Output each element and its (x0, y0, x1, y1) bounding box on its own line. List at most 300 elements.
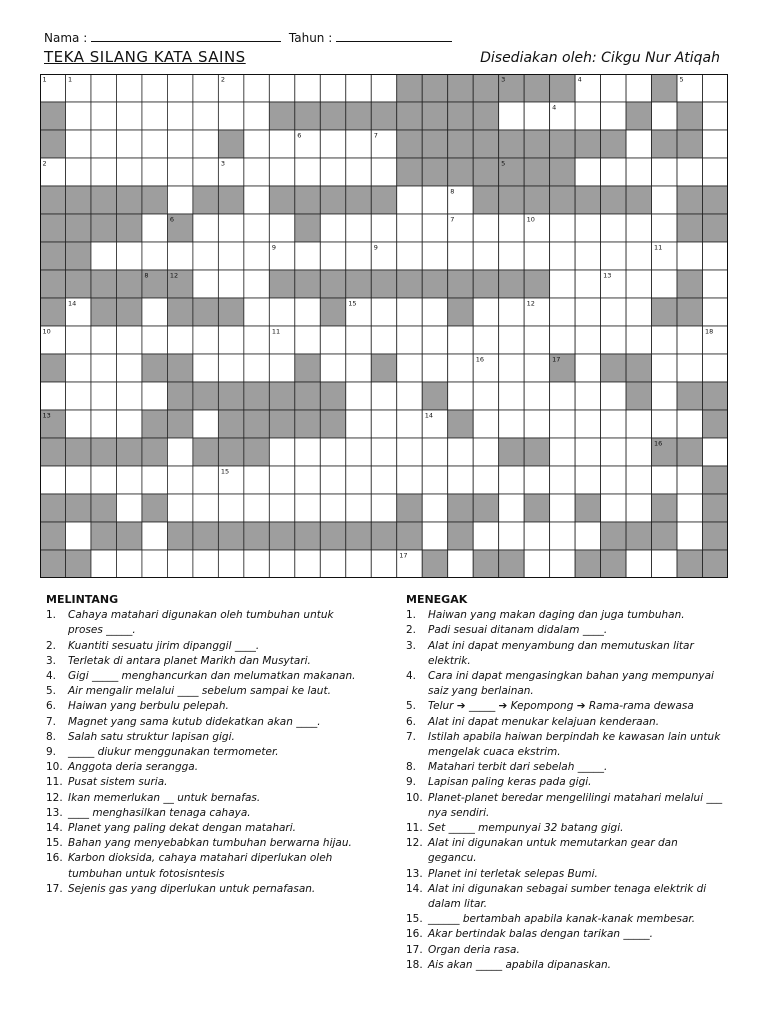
answer-cell[interactable] (626, 298, 651, 326)
answer-cell[interactable] (371, 550, 396, 578)
answer-cell[interactable] (116, 410, 141, 438)
answer-cell[interactable] (320, 326, 345, 354)
answer-cell[interactable] (601, 74, 626, 102)
answer-cell[interactable] (142, 522, 167, 550)
answer-cell[interactable] (626, 214, 651, 242)
answer-cell[interactable] (193, 466, 218, 494)
answer-cell[interactable] (422, 242, 447, 270)
answer-cell[interactable] (397, 242, 422, 270)
answer-cell[interactable] (422, 494, 447, 522)
answer-cell[interactable] (550, 242, 575, 270)
answer-cell[interactable] (575, 102, 600, 130)
answer-cell[interactable] (601, 214, 626, 242)
answer-cell[interactable] (575, 410, 600, 438)
answer-cell[interactable] (677, 466, 702, 494)
answer-cell[interactable] (473, 214, 498, 242)
answer-cell[interactable] (91, 550, 116, 578)
answer-cell[interactable] (320, 494, 345, 522)
answer-cell[interactable] (601, 298, 626, 326)
answer-cell[interactable] (269, 354, 294, 382)
answer-cell[interactable] (575, 298, 600, 326)
answer-cell[interactable] (193, 158, 218, 186)
answer-cell[interactable] (193, 410, 218, 438)
answer-cell[interactable] (244, 130, 269, 158)
answer-cell[interactable] (371, 410, 396, 438)
answer-cell[interactable] (320, 158, 345, 186)
blocked-cell (116, 298, 141, 326)
answer-cell[interactable] (346, 326, 371, 354)
answer-cell[interactable] (550, 214, 575, 242)
answer-cell[interactable] (193, 130, 218, 158)
answer-cell[interactable] (371, 382, 396, 410)
answer-cell[interactable] (652, 214, 677, 242)
answer-cell[interactable] (448, 466, 473, 494)
answer-cell[interactable] (652, 102, 677, 130)
answer-cell[interactable] (116, 242, 141, 270)
answer-cell[interactable] (652, 186, 677, 214)
answer-cell[interactable] (575, 522, 600, 550)
answer-cell[interactable] (473, 466, 498, 494)
answer-cell[interactable] (575, 242, 600, 270)
answer-cell[interactable] (295, 494, 320, 522)
answer-cell[interactable] (499, 102, 524, 130)
answer-cell[interactable] (422, 214, 447, 242)
answer-cell[interactable] (116, 354, 141, 382)
answer-cell[interactable] (40, 466, 65, 494)
answer-cell[interactable] (193, 242, 218, 270)
answer-cell[interactable] (626, 326, 651, 354)
answer-cell[interactable] (295, 158, 320, 186)
answer-cell[interactable] (397, 186, 422, 214)
answer-cell[interactable] (346, 438, 371, 466)
answer-cell[interactable] (652, 270, 677, 298)
answer-cell[interactable] (422, 466, 447, 494)
answer-cell[interactable] (269, 214, 294, 242)
answer-cell[interactable] (142, 130, 167, 158)
answer-cell[interactable] (550, 382, 575, 410)
answer-cell[interactable] (167, 494, 192, 522)
answer-cell[interactable] (218, 270, 243, 298)
blocked-cell (269, 102, 294, 130)
answer-cell[interactable] (167, 242, 192, 270)
answer-cell[interactable] (320, 438, 345, 466)
answer-cell[interactable] (142, 242, 167, 270)
answer-cell[interactable] (524, 102, 549, 130)
answer-cell[interactable] (448, 354, 473, 382)
blocked-cell (91, 494, 116, 522)
answer-cell[interactable] (193, 550, 218, 578)
answer-cell[interactable] (40, 382, 65, 410)
answer-cell[interactable] (295, 550, 320, 578)
answer-cell[interactable] (575, 158, 600, 186)
answer-cell[interactable] (295, 298, 320, 326)
answer-cell[interactable] (346, 158, 371, 186)
answer-cell[interactable] (269, 158, 294, 186)
answer-cell[interactable] (626, 270, 651, 298)
answer-cell[interactable] (499, 522, 524, 550)
blocked-cell (703, 382, 728, 410)
answer-cell[interactable] (193, 326, 218, 354)
answer-cell[interactable] (295, 466, 320, 494)
answer-cell[interactable] (346, 466, 371, 494)
answer-cell[interactable] (626, 410, 651, 438)
blocked-cell (703, 494, 728, 522)
answer-cell[interactable] (65, 102, 90, 130)
answer-cell[interactable] (269, 550, 294, 578)
across-clue-number: 9. (46, 746, 57, 759)
answer-cell[interactable] (473, 438, 498, 466)
answer-cell[interactable] (320, 354, 345, 382)
answer-cell[interactable] (499, 242, 524, 270)
answer-cell[interactable] (371, 326, 396, 354)
answer-cell[interactable] (320, 466, 345, 494)
answer-cell[interactable] (65, 326, 90, 354)
answer-cell[interactable] (473, 522, 498, 550)
answer-cell[interactable] (652, 354, 677, 382)
answer-cell[interactable] (193, 354, 218, 382)
answer-cell[interactable] (91, 466, 116, 494)
answer-cell[interactable] (703, 270, 728, 298)
answer-cell[interactable] (142, 214, 167, 242)
clue-number: 6 (297, 131, 302, 140)
answer-cell[interactable] (269, 298, 294, 326)
answer-cell[interactable] (142, 326, 167, 354)
answer-cell[interactable] (703, 438, 728, 466)
answer-cell[interactable] (65, 354, 90, 382)
answer-cell[interactable] (422, 298, 447, 326)
answer-cell[interactable] (218, 494, 243, 522)
answer-cell[interactable] (193, 74, 218, 102)
answer-cell[interactable] (575, 354, 600, 382)
answer-cell[interactable] (346, 74, 371, 102)
answer-cell[interactable] (499, 354, 524, 382)
answer-cell[interactable] (91, 242, 116, 270)
answer-cell[interactable] (167, 74, 192, 102)
answer-cell[interactable] (65, 130, 90, 158)
answer-cell[interactable] (218, 354, 243, 382)
answer-cell[interactable] (244, 494, 269, 522)
answer-cell[interactable] (422, 186, 447, 214)
answer-cell[interactable] (703, 130, 728, 158)
answer-cell[interactable] (422, 326, 447, 354)
answer-cell[interactable] (626, 466, 651, 494)
answer-cell[interactable] (575, 270, 600, 298)
answer-cell[interactable] (626, 494, 651, 522)
answer-cell[interactable] (91, 102, 116, 130)
answer-cell[interactable] (346, 410, 371, 438)
answer-cell[interactable] (320, 214, 345, 242)
answer-cell[interactable] (167, 130, 192, 158)
blocked-cell (218, 410, 243, 438)
blocked-cell (193, 382, 218, 410)
answer-cell[interactable] (218, 242, 243, 270)
answer-cell[interactable] (167, 158, 192, 186)
answer-cell[interactable] (626, 130, 651, 158)
answer-cell[interactable] (422, 438, 447, 466)
answer-cell[interactable] (703, 158, 728, 186)
answer-cell[interactable] (91, 130, 116, 158)
answer-cell[interactable] (65, 466, 90, 494)
answer-cell[interactable] (601, 382, 626, 410)
answer-cell[interactable] (499, 494, 524, 522)
year-field[interactable] (336, 30, 452, 42)
answer-cell[interactable] (499, 382, 524, 410)
answer-cell[interactable] (601, 326, 626, 354)
answer-cell[interactable] (575, 466, 600, 494)
answer-cell[interactable] (91, 410, 116, 438)
answer-cell[interactable] (91, 74, 116, 102)
answer-cell[interactable] (371, 214, 396, 242)
answer-cell[interactable] (499, 410, 524, 438)
answer-cell[interactable] (677, 494, 702, 522)
answer-cell[interactable] (320, 242, 345, 270)
answer-cell[interactable] (397, 298, 422, 326)
answer-cell[interactable] (167, 102, 192, 130)
answer-cell[interactable] (524, 466, 549, 494)
answer-cell[interactable] (550, 522, 575, 550)
answer-cell[interactable] (703, 74, 728, 102)
answer-cell[interactable] (626, 550, 651, 578)
answer-cell[interactable] (524, 354, 549, 382)
answer-cell[interactable] (244, 186, 269, 214)
answer-cell[interactable] (244, 158, 269, 186)
answer-cell[interactable] (397, 326, 422, 354)
answer-cell[interactable] (116, 74, 141, 102)
answer-cell[interactable] (397, 410, 422, 438)
answer-cell[interactable] (346, 494, 371, 522)
answer-cell[interactable] (91, 158, 116, 186)
answer-cell[interactable] (244, 354, 269, 382)
answer-cell[interactable] (524, 410, 549, 438)
answer-cell[interactable] (371, 438, 396, 466)
answer-cell[interactable] (193, 270, 218, 298)
answer-cell[interactable] (244, 326, 269, 354)
answer-cell[interactable] (218, 102, 243, 130)
answer-cell[interactable] (524, 242, 549, 270)
answer-cell[interactable] (652, 158, 677, 186)
answer-cell[interactable] (448, 438, 473, 466)
answer-cell[interactable] (371, 158, 396, 186)
answer-cell[interactable] (218, 550, 243, 578)
answer-cell[interactable] (499, 298, 524, 326)
answer-cell[interactable] (550, 298, 575, 326)
answer-cell[interactable] (550, 550, 575, 578)
answer-cell[interactable] (244, 270, 269, 298)
name-field[interactable] (91, 30, 281, 42)
answer-cell[interactable] (371, 298, 396, 326)
answer-cell[interactable] (473, 298, 498, 326)
answer-cell[interactable] (65, 410, 90, 438)
answer-cell[interactable] (652, 410, 677, 438)
answer-cell[interactable] (65, 382, 90, 410)
blocked-cell (473, 494, 498, 522)
answer-cell[interactable] (295, 74, 320, 102)
answer-cell[interactable] (193, 494, 218, 522)
blocked-cell (448, 158, 473, 186)
answer-cell[interactable] (346, 550, 371, 578)
answer-cell[interactable] (346, 354, 371, 382)
answer-cell[interactable] (473, 382, 498, 410)
answer-cell[interactable] (397, 466, 422, 494)
answer-cell[interactable] (575, 214, 600, 242)
answer-cell[interactable] (601, 242, 626, 270)
answer-cell[interactable] (142, 158, 167, 186)
answer-cell[interactable] (422, 522, 447, 550)
answer-cell[interactable] (116, 550, 141, 578)
answer-cell[interactable] (703, 242, 728, 270)
answer-cell[interactable] (677, 242, 702, 270)
answer-cell[interactable] (524, 522, 549, 550)
answer-cell[interactable] (91, 354, 116, 382)
answer-cell[interactable] (244, 298, 269, 326)
answer-cell[interactable] (346, 130, 371, 158)
answer-cell[interactable] (499, 214, 524, 242)
answer-cell[interactable] (448, 326, 473, 354)
down-clue-text: Matahari terbit dari sebelah _____. (428, 761, 608, 774)
answer-cell[interactable] (295, 438, 320, 466)
answer-cell[interactable] (677, 326, 702, 354)
answer-cell[interactable] (142, 382, 167, 410)
answer-cell[interactable] (142, 298, 167, 326)
answer-cell[interactable] (91, 326, 116, 354)
answer-cell[interactable] (575, 438, 600, 466)
answer-cell[interactable] (601, 158, 626, 186)
answer-cell[interactable] (448, 550, 473, 578)
answer-cell[interactable] (397, 382, 422, 410)
answer-cell[interactable] (346, 242, 371, 270)
answer-cell[interactable] (269, 74, 294, 102)
answer-cell[interactable] (116, 326, 141, 354)
answer-cell[interactable] (473, 410, 498, 438)
answer-cell[interactable] (244, 214, 269, 242)
answer-cell[interactable] (397, 354, 422, 382)
blocked-cell (397, 102, 422, 130)
answer-cell[interactable] (269, 438, 294, 466)
answer-cell[interactable] (142, 550, 167, 578)
answer-cell[interactable] (218, 214, 243, 242)
answer-cell[interactable] (601, 102, 626, 130)
answer-cell[interactable] (703, 354, 728, 382)
answer-cell[interactable] (626, 438, 651, 466)
answer-cell[interactable] (116, 158, 141, 186)
answer-cell[interactable] (677, 354, 702, 382)
answer-cell[interactable] (193, 214, 218, 242)
answer-cell[interactable] (116, 466, 141, 494)
answer-cell[interactable] (626, 74, 651, 102)
answer-cell[interactable] (524, 326, 549, 354)
answer-cell[interactable] (575, 382, 600, 410)
answer-cell[interactable] (244, 242, 269, 270)
answer-cell[interactable] (652, 550, 677, 578)
answer-cell[interactable] (601, 438, 626, 466)
answer-cell[interactable] (116, 130, 141, 158)
answer-cell[interactable] (244, 102, 269, 130)
answer-cell[interactable] (320, 550, 345, 578)
answer-cell[interactable] (167, 186, 192, 214)
answer-cell[interactable] (550, 270, 575, 298)
answer-cell[interactable] (524, 550, 549, 578)
answer-cell[interactable] (550, 466, 575, 494)
answer-cell[interactable] (142, 102, 167, 130)
blocked-cell (499, 186, 524, 214)
answer-cell[interactable] (193, 102, 218, 130)
answer-cell[interactable] (116, 102, 141, 130)
answer-cell[interactable] (218, 326, 243, 354)
clue-number: 9 (271, 243, 276, 252)
answer-cell[interactable] (167, 550, 192, 578)
answer-cell[interactable] (167, 466, 192, 494)
answer-cell[interactable] (116, 382, 141, 410)
answer-cell[interactable] (550, 494, 575, 522)
answer-cell[interactable] (422, 354, 447, 382)
answer-cell[interactable] (499, 326, 524, 354)
answer-cell[interactable] (703, 102, 728, 130)
answer-cell[interactable] (652, 326, 677, 354)
answer-cell[interactable] (703, 298, 728, 326)
answer-cell[interactable] (550, 438, 575, 466)
answer-cell[interactable] (346, 214, 371, 242)
answer-cell[interactable] (601, 410, 626, 438)
answer-cell[interactable] (295, 242, 320, 270)
answer-cell[interactable] (65, 158, 90, 186)
answer-cell[interactable] (371, 466, 396, 494)
answer-cell[interactable] (269, 494, 294, 522)
answer-cell[interactable] (397, 214, 422, 242)
answer-cell[interactable] (601, 466, 626, 494)
answer-cell[interactable] (295, 326, 320, 354)
answer-cell[interactable] (626, 242, 651, 270)
blocked-cell (448, 270, 473, 298)
answer-cell[interactable] (142, 74, 167, 102)
answer-cell[interactable] (601, 494, 626, 522)
answer-cell[interactable] (244, 550, 269, 578)
answer-cell[interactable] (626, 158, 651, 186)
answer-cell[interactable] (371, 494, 396, 522)
answer-cell[interactable] (550, 410, 575, 438)
answer-cell[interactable] (116, 494, 141, 522)
answer-cell[interactable] (244, 466, 269, 494)
answer-cell[interactable] (269, 130, 294, 158)
answer-cell[interactable] (371, 74, 396, 102)
answer-cell[interactable] (167, 326, 192, 354)
answer-cell[interactable] (65, 522, 90, 550)
answer-cell[interactable] (397, 438, 422, 466)
answer-cell[interactable] (91, 382, 116, 410)
answer-cell[interactable] (473, 326, 498, 354)
answer-cell[interactable] (320, 74, 345, 102)
answer-cell[interactable] (473, 242, 498, 270)
answer-cell[interactable] (652, 466, 677, 494)
answer-cell[interactable] (167, 438, 192, 466)
answer-cell[interactable] (550, 326, 575, 354)
answer-cell[interactable] (346, 382, 371, 410)
blocked-cell (601, 550, 626, 578)
answer-cell[interactable] (499, 466, 524, 494)
answer-cell[interactable] (244, 74, 269, 102)
answer-cell[interactable] (524, 382, 549, 410)
answer-cell[interactable] (448, 242, 473, 270)
down-clue (406, 699, 726, 714)
answer-cell[interactable] (448, 382, 473, 410)
answer-cell[interactable] (677, 522, 702, 550)
answer-cell[interactable] (142, 466, 167, 494)
answer-cell[interactable] (320, 130, 345, 158)
answer-cell[interactable] (677, 410, 702, 438)
answer-cell[interactable] (652, 382, 677, 410)
answer-cell[interactable] (269, 466, 294, 494)
answer-cell[interactable] (575, 326, 600, 354)
answer-cell[interactable] (677, 158, 702, 186)
